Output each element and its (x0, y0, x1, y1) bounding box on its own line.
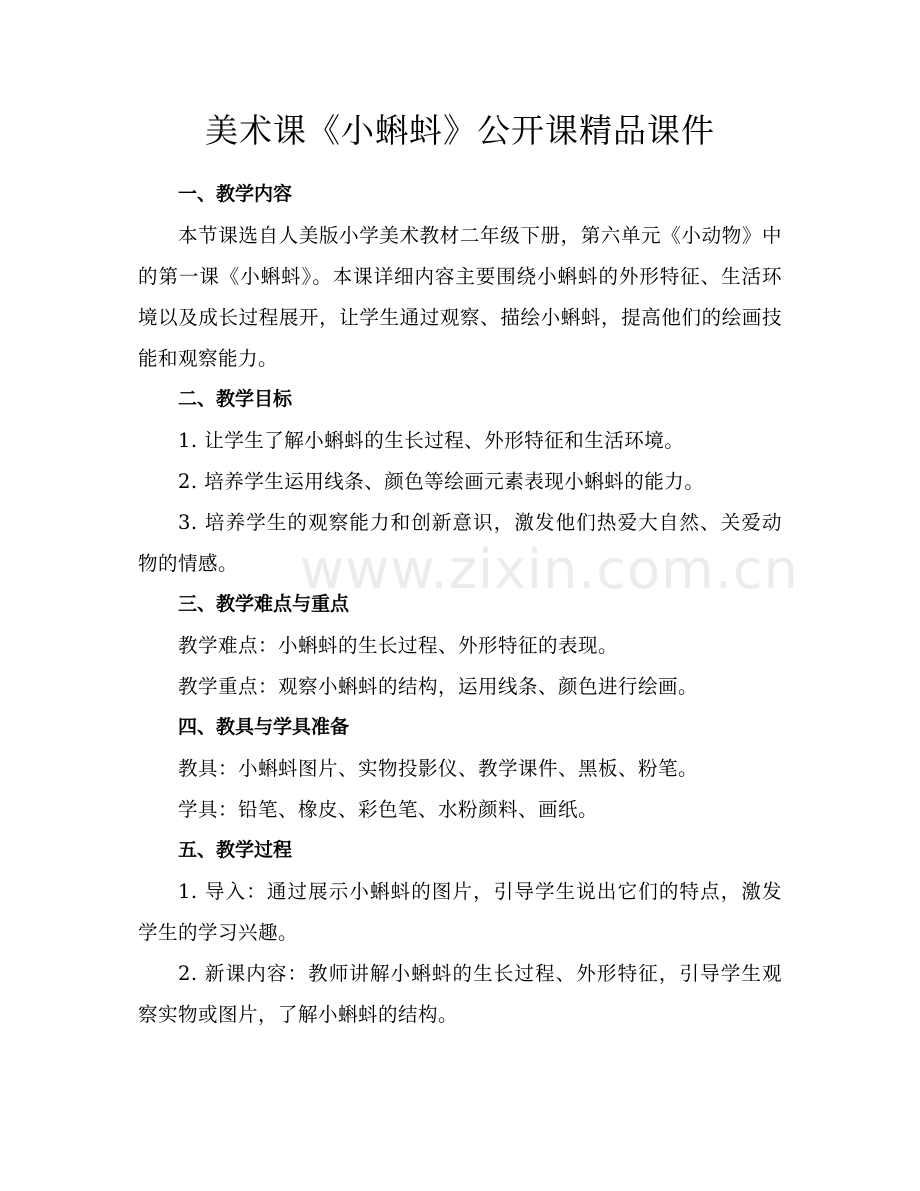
paragraph: 教学重点：观察小蝌蚪的结构，运用线条、颜色进行绘画。 (178, 675, 699, 698)
paragraph: 学具：铅笔、橡皮、彩色笔、水粉颜料、画纸。 (178, 798, 599, 821)
section-difficulties-keypoints (138, 584, 782, 707)
paragraph: 教学难点：小蝌蚪的生长过程、外形特征的表现。 (178, 634, 619, 657)
section-heading: 三、教学难点与重点 (178, 593, 350, 615)
paragraph: 3. 培养学生的观察能力和创新意识，激发他们热爱大自然、关爱动物的情感。 (138, 511, 782, 575)
paragraph: 教具：小蝌蚪图片、实物投影仪、教学课件、黑板、粉笔。 (178, 757, 699, 780)
section-teaching-goals (138, 379, 782, 584)
watermark: www.zixin.com.cn (300, 538, 799, 601)
document-title: 美术课《小蝌蚪》公开课精品课件 (205, 111, 715, 150)
section-heading: 五、教学过程 (178, 839, 293, 861)
section-teaching-content (138, 174, 782, 379)
section-heading: 二、教学目标 (178, 388, 293, 410)
section-teaching-process (138, 830, 782, 1035)
section-heading: 四、教具与学具准备 (178, 716, 350, 738)
document-page (138, 106, 782, 1035)
paragraph: 2. 新课内容：教师讲解小蝌蚪的生长过程、外形特征，引导学生观察实物或图片，了解小蝌蚪的结构。 (138, 962, 782, 1026)
section-heading: 一、教学内容 (178, 183, 293, 205)
paragraph: 本节课选自人美版小学美术教材二年级下册，第六单元《小动物》中的第一课《小蝌蚪》。本课详细内容主要围绕小蝌蚪的外形特征、生活环境以及成长过程展开，让学生通过观察、描绘小蝌蚪，提高他们的绘画技能和观察能力。 (138, 224, 782, 370)
section-materials (138, 707, 782, 830)
paragraph: 2. 培养学生运用线条、颜色等绘画元素表现小蝌蚪的能力。 (178, 470, 705, 493)
paragraph: 1. 让学生了解小蝌蚪的生长过程、外形特征和生活环境。 (178, 429, 685, 452)
paragraph: 1. 导入：通过展示小蝌蚪的图片，引导学生说出它们的特点，激发学生的学习兴趣。 (138, 880, 782, 944)
